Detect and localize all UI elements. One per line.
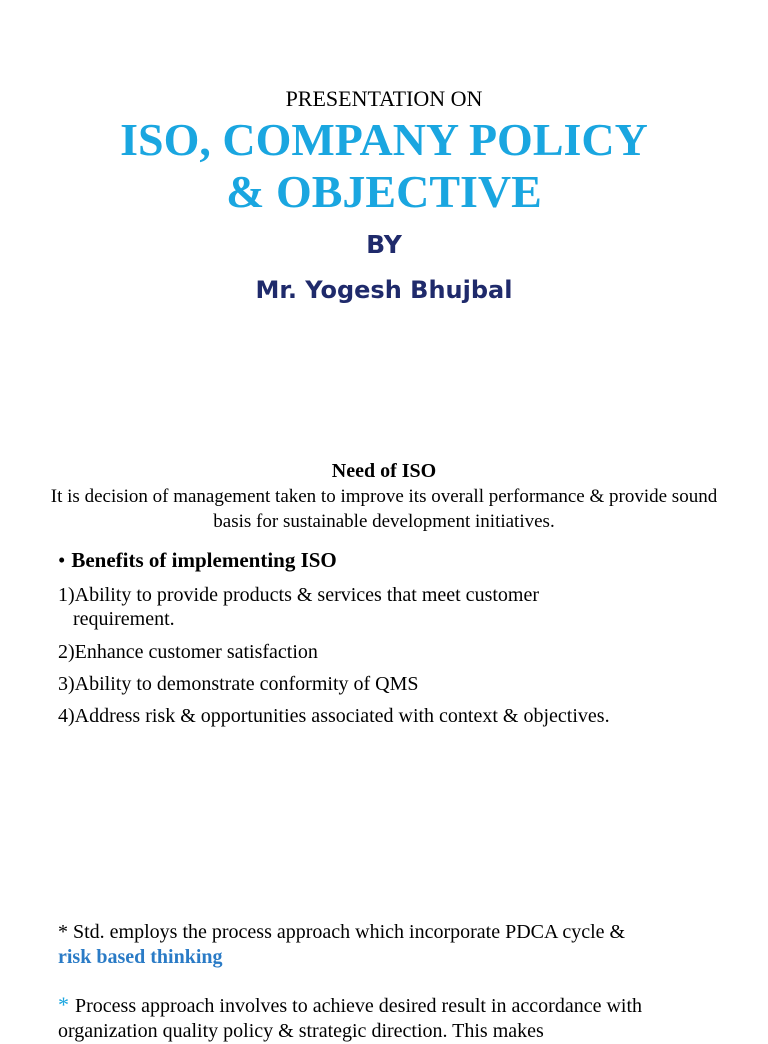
process-approach-slide	[0, 900, 768, 1042]
need-description: It is decision of management taken to improve its overall performance & provide sound basis for sustainable development initiatives.	[50, 486, 718, 532]
benefit-item-1-text: 1)Ability to provide products & services that meet customer	[58, 584, 539, 606]
star-bullet-icon: *	[58, 992, 69, 1017]
title-line-1: ISO, COMPANY POLICY	[120, 114, 648, 165]
title-line-2: & OBJECTIVE	[226, 166, 542, 217]
benefit-item-1	[58, 583, 698, 631]
risk-based-thinking-highlight: risk based thinking	[58, 946, 223, 968]
presentation-label: PRESENTATION ON	[285, 86, 483, 111]
by-label: BY	[366, 230, 402, 259]
section-heading: Need of ISO	[331, 460, 437, 482]
process-approach-text: Process approach involves to achieve desired result in accordance with organization quality policy & strategic direction. This makes	[58, 995, 643, 1042]
pdca-paragraph	[58, 920, 718, 970]
cover-slide	[0, 0, 768, 440]
author-name: Mr. Yogesh Bhujbal	[255, 276, 513, 304]
pdca-text: * Std. employs the process approach which incorporate PDCA cycle &	[58, 921, 626, 943]
benefit-item-4: 4)Address risk & opportunities associated with context & objectives.	[58, 705, 610, 727]
bullet-icon: •	[58, 548, 66, 572]
benefit-item-1-continuation: requirement.	[73, 608, 175, 630]
benefits-heading-text: Benefits of implementing ISO	[71, 548, 337, 572]
benefit-item-2: 2)Enhance customer satisfaction	[58, 641, 318, 663]
need-of-iso-slide	[0, 440, 768, 900]
presentation-title	[0, 114, 768, 218]
benefits-heading	[58, 548, 337, 573]
process-approach-paragraph	[58, 992, 718, 1044]
benefit-item-3: 3)Ability to demonstrate conformity of QMS	[58, 673, 419, 695]
